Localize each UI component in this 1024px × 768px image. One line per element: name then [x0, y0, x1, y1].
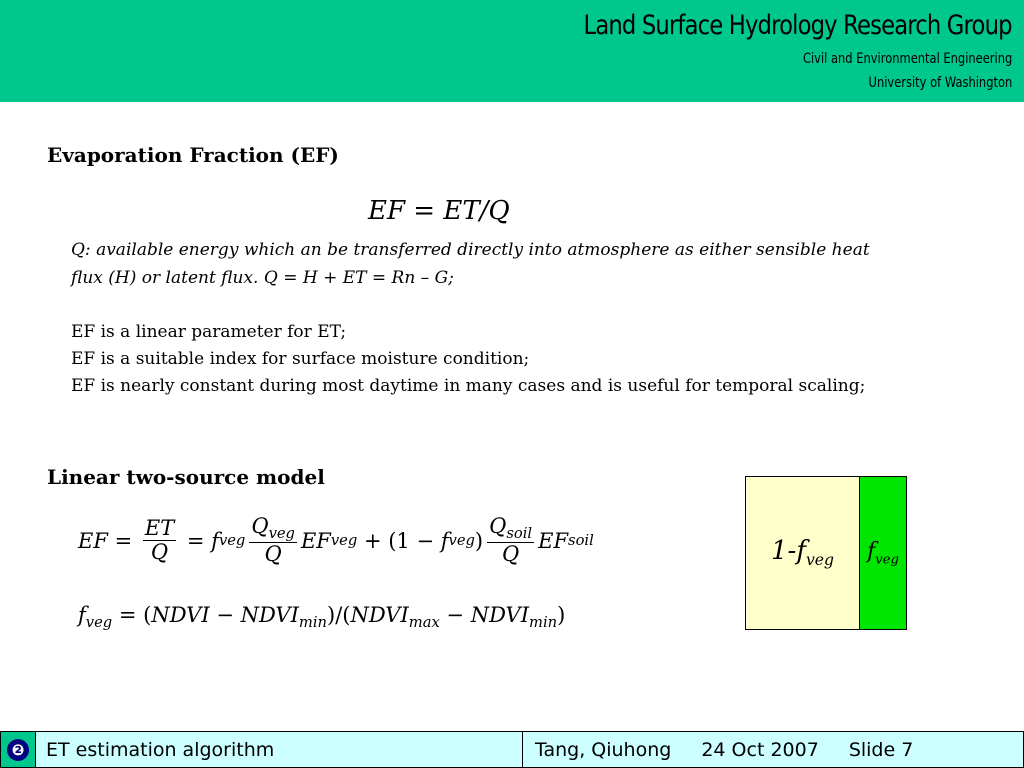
- ef-point-linear: EF is a linear parameter for ET;: [71, 322, 347, 342]
- equation-two-source-model: EF = $\frac{ET}{Q}$ = f veg $\frac{Q_{veg}}{Q}$ EF veg + (1 − f veg ) $\frac{Q_{soil}}{Q}$ EF soil: [78, 514, 594, 567]
- equation-ef: [368, 196, 510, 226]
- section-heading-ef: Evaporation Fraction (EF): [47, 143, 339, 167]
- university-name: University of Washington: [868, 75, 1012, 91]
- header-band: [0, 0, 1024, 102]
- ef-point-moisture: EF is a suitable index for surface moisture condition;: [71, 349, 530, 369]
- footer-meta: [523, 732, 1023, 767]
- fraction-diagram: [745, 476, 907, 630]
- vegetation-fraction-area: [860, 477, 906, 629]
- slide-number-icon: [1, 732, 36, 767]
- footer-date: 24 Oct 2007: [701, 738, 819, 761]
- equation-fveg: $f_{veg}$ = (NDVI − $NDVI_{min})/(NDVI_{max}$ − $NDVI_{min}$): [78, 603, 566, 632]
- footer-slide-number: Slide 7: [848, 738, 914, 761]
- footer-bar: [0, 731, 1024, 768]
- q-definition-line2: flux (H) or latent flux. Q = H + ET = Rn – G;: [71, 268, 454, 288]
- department-name: Civil and Environmental Engineering: [802, 51, 1012, 67]
- ef-point-temporal: EF is nearly constant during most daytime in many cases and is useful for temporal scaling;: [71, 376, 866, 396]
- slide-number-badge: ❷: [7, 739, 29, 761]
- equation-ef-text: EF = ET/Q: [368, 196, 510, 226]
- q-definition-line1: Q: available energy which an be transferred directly into atmosphere as either sensible heat: [71, 240, 870, 260]
- section-heading-model: Linear two-source model: [47, 465, 325, 489]
- soil-fraction-area: [746, 477, 860, 629]
- footer-topic: ET estimation algorithm: [36, 732, 523, 767]
- group-title: Land Surface Hydrology Research Group: [583, 10, 1012, 41]
- soil-fraction-label: $1-f_{veg}$: [771, 536, 834, 570]
- footer-author: Tang, Qiuhong: [535, 738, 672, 761]
- vegetation-fraction-label: $f_{veg}$: [867, 538, 899, 568]
